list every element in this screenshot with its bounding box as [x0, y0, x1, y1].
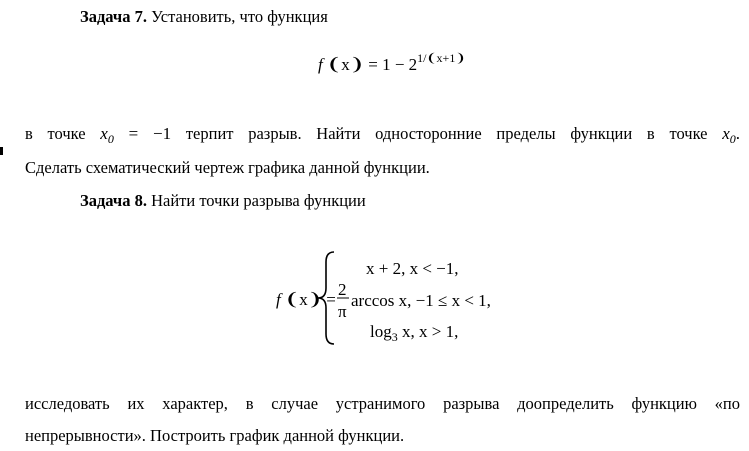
task8-paragraph-line1: исследовать их характер, в случае устранимого разрыва доопределить функцию «по	[25, 394, 740, 413]
task8-case2-num: 2	[338, 280, 347, 299]
task8-case2-den: π	[338, 302, 347, 321]
task7-line1-start: в точке	[25, 124, 86, 143]
task8-case3: $\log_3 x$, x > 1,	[370, 322, 459, 344]
task7-line1-end: терпит разрыв. Найти односторонние пределы функции в точке	[185, 124, 708, 143]
task8-paragraph-line2: непрерывности». Построить график данной функции.	[25, 426, 405, 445]
task7-x0-value: = −1	[128, 124, 172, 143]
task8-heading: Задача 8.	[80, 191, 147, 210]
task7-formula-argument: ❨x❩	[326, 55, 364, 74]
task7-heading: Задача 7.	[80, 7, 147, 26]
task7-formula-exponent: 1/❨x+1❩	[417, 51, 466, 65]
task7-formula-f: f	[318, 55, 323, 74]
task7-formula-body: = 1 − 2	[368, 55, 418, 74]
task8-case2-rest: arccos x, −1 ≤ x < 1,	[351, 291, 491, 310]
task8-intro: Найти точки разрыва функции	[151, 191, 366, 210]
task7-x0b: $x_0$.	[722, 124, 741, 146]
task7-x0: $x_0$	[100, 124, 114, 146]
task8-formula-f: f	[276, 290, 281, 309]
task8-case1: x + 2, x < −1,	[366, 259, 459, 278]
task7-intro: Установить, что функция	[151, 7, 328, 26]
task8-formula-argument: ❨x❩	[284, 290, 322, 309]
task8-formula-equals: =	[326, 290, 336, 309]
task7-paragraph-line2: Сделать схематический чертеж графика данной функции.	[25, 158, 430, 177]
